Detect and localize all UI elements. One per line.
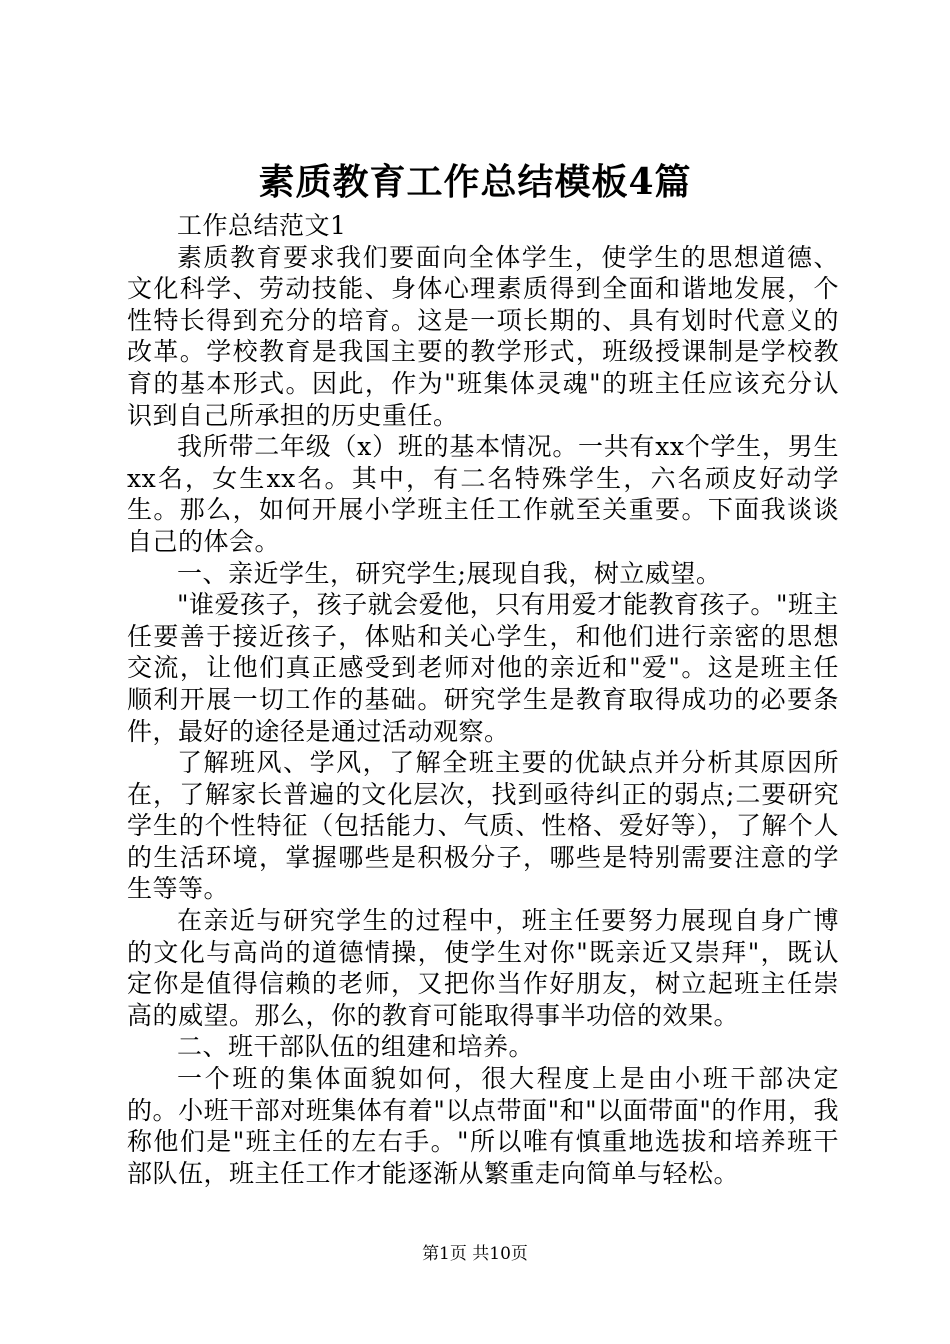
paragraph: 了解班风、学风，了解全班主要的优缺点并分析其原因所在，了解家长普遍的文化层次，找到亟待纠正的弱点;二要研究学生的个性特征（包括能力、气质、性格、爱好等），了解个人的生活环境，掌握哪些是积极分子，哪些是特别需要注意的学生等等。 (127, 748, 839, 904)
section-heading: 二、班干部队伍的组建和培养。 (177, 1032, 535, 1062)
document-body (127, 210, 839, 1189)
section-heading: 工作总结范文1 (177, 211, 347, 240)
section-heading: 一、亲近学生，研究学生;展现自我，树立威望。 (177, 558, 722, 588)
paragraph: 我所带二年级（x）班的基本情况。一共有xx个学生，男生xx名，女生xx名。其中，有二名特殊学生，六名顽皮好动学生。那么，如何开展小学班主任工作就至关重要。下面我谈谈自己的体会。 (127, 432, 839, 556)
paragraph: 素质教育要求我们要面向全体学生，使学生的思想道德、文化科学、劳动技能、身体心理素质得到全面和谐地发展，个性特长得到充分的培育。这是一项长期的、具有划时代意义的改革。学校教育是我国主要的教学形式，班级授课制是学校教育的基本形式。因此，作为"班集体灵魂"的班主任应该充分认识到自己所承担的历史重任。 (127, 242, 839, 430)
document-title: 素质教育工作总结模板4篇 (258, 161, 692, 203)
paragraph: 一个班的集体面貌如何，很大程度上是由小班干部决定的。小班干部对班集体有着"以点带面"和"以面带面"的作用，我称他们是"班主任的左右手。"所以唯有慎重地选拔和培养班干部队伍，班主任工作才能逐渐从繁重走向简单与轻松。 (127, 1064, 839, 1188)
page-footer: 第1页 共10页 (422, 1244, 528, 1264)
paragraph: "谁爱孩子，孩子就会爱他，只有用爱才能教育孩子。"班主任要善于接近孩子，体贴和关心学生，和他们进行亲密的思想交流，让他们真正感受到老师对他的亲近和"爱"。这是班主任顺利开展一切工作的基础。研究学生是教育取得成功的必要条件，最好的途径是通过活动观察。 (127, 590, 839, 746)
paragraph: 在亲近与研究学生的过程中，班主任要努力展现自身广博的文化与高尚的道德情操，使学生对你"既亲近又崇拜"，既认定你是值得信赖的老师，又把你当作好朋友，树立起班主任崇高的威望。那么，你的教育可能取得事半功倍的效果。 (127, 906, 839, 1030)
